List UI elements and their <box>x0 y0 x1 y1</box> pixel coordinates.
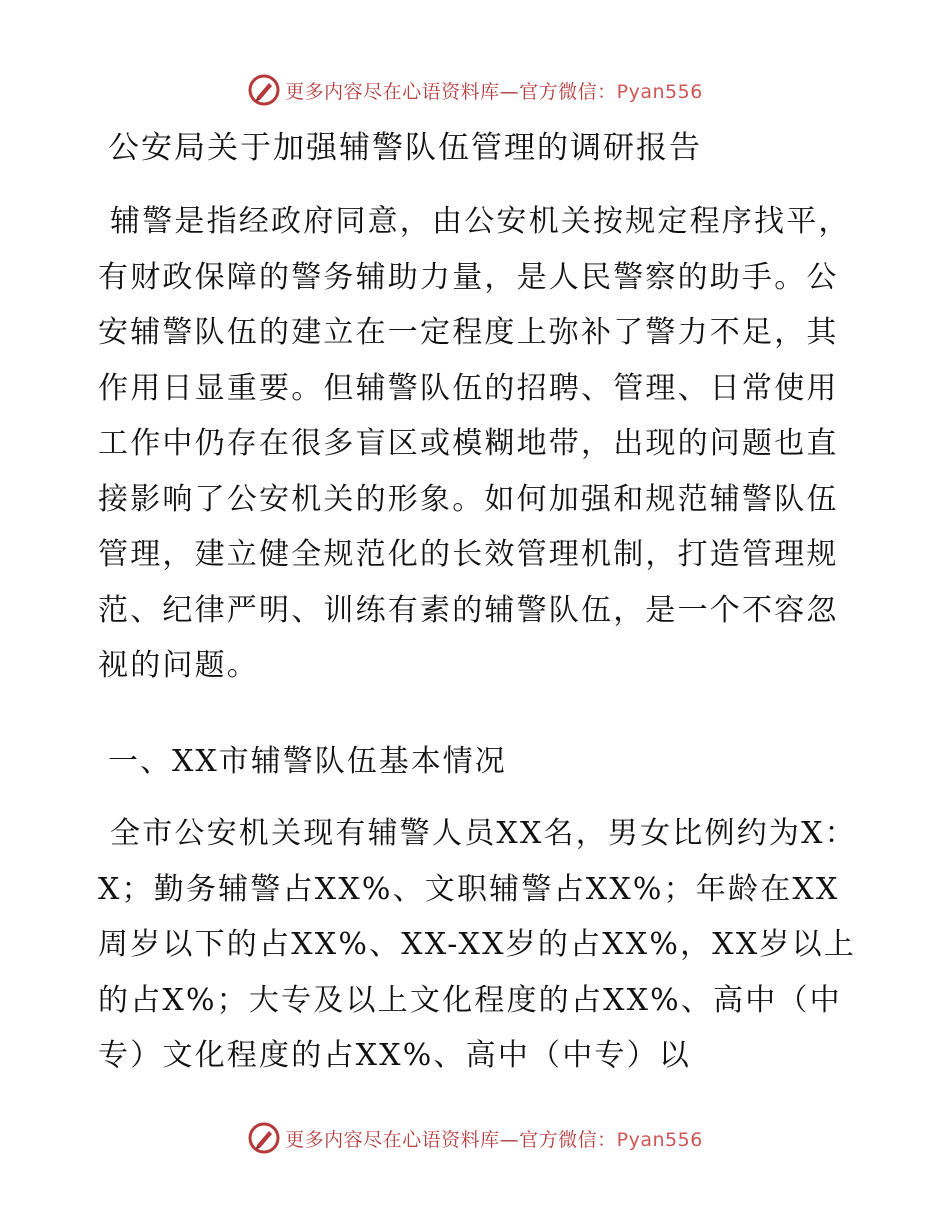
banner-text <box>285 1125 703 1152</box>
banner-wechat-id: Pyan556 <box>616 80 703 103</box>
page-title: 公安局关于加强辅警队伍管理的调研报告 <box>108 130 702 166</box>
section-heading: 一、XX市辅警队伍基本情况 <box>108 744 507 779</box>
banner-text <box>285 77 703 104</box>
banner-wechat-id: Pyan556 <box>616 1128 703 1151</box>
intro-paragraph: 辅警是指经政府同意，由公安机关按规定程序找平，有财政保障的警务辅助力量，是人民警察的助手。公安辅警队伍的建立在一定程度上弥补了警力不足，其作用日显重要。但辅警队伍的招聘、管理、日常使用工作中仍存在很多盲区或模糊地带，出现的问题也直接影响了公安机关的形象。如何加强和规范辅警队伍管理，建立健全规范化的长效管理机制，打造管理规范、纪律严明、训练有素的辅警队伍，是一个不容忽视的问题。 <box>98 204 851 683</box>
pen-circle-logo-icon <box>247 73 281 107</box>
banner-label: 更多内容尽在心语资料库—官方微信： <box>285 1128 617 1151</box>
footer-banner <box>0 1118 950 1158</box>
header-banner <box>0 70 950 110</box>
section-paragraph: 全市公安机关现有辅警人员XX名，男女比例约为X：X；勤务辅警占XX%、文职辅警占XX%；年龄在XX周岁以下的占XX%、XX-XX岁的占XX%，XX岁以上的占X%；大专及以上文化程度的占XX%、高中（中专）文化程度的占XX%、高中（中专）以 <box>98 816 857 1073</box>
banner-label: 更多内容尽在心语资料库—官方微信： <box>285 80 617 103</box>
pen-circle-logo-icon <box>247 1121 281 1155</box>
